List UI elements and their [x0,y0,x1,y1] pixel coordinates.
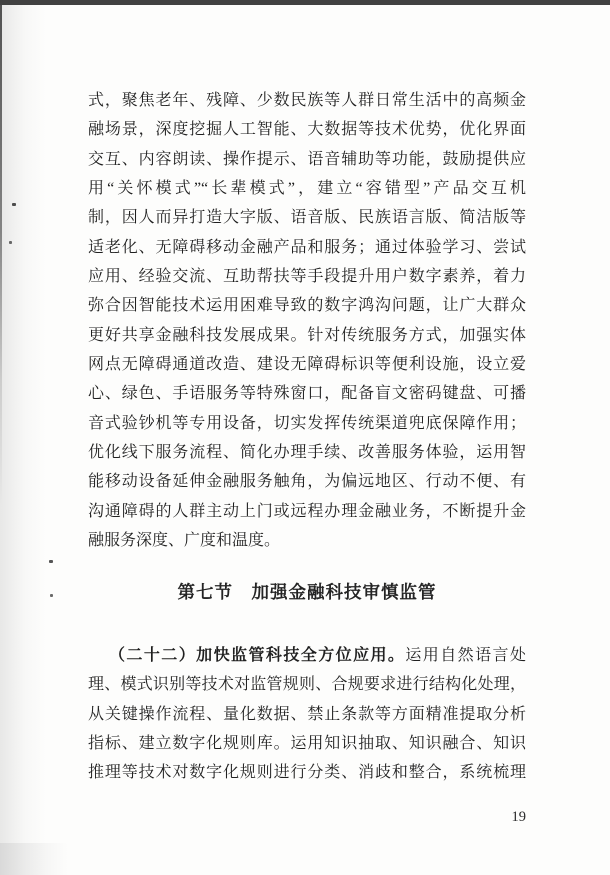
text-line: 理、模式识别等技术对监管规则、合规要求进行结构化处理， [88,676,526,694]
text-line: 适老化、无障碍移动金融产品和服务；通过体验学习、尝试 [88,238,526,256]
item-number-lead: （二十二）加快监管科技全方位应用。 [109,647,406,664]
text-line: 应用、经验交流、互助帮扶等手段提升用户数字素养，着力 [88,268,526,286]
text-line: 用“关怀模式”“长辈模式”，建立“容错型”产品交互机 [88,180,526,198]
text-line [88,641,526,670]
text-line: 指标、建立数字化规则库。运用知识抽取、知识融合、知识 [88,735,526,753]
section-heading: 第七节 加强金融科技审慎监管 [177,582,437,602]
text-line: 融场景，深度挖掘人工智能、大数据等技术优势，优化界面 [88,121,526,139]
scan-speck [12,203,16,206]
text-line: 更好共享金融科技发展成果。针对传统服务方式，加强实体 [88,326,526,344]
scan-speck [49,560,53,563]
text-line: 沟通障碍的人群主动上门或远程办理金融业务，不断提升金 [88,502,526,520]
scan-shadow-left [0,5,46,875]
text-line: 音式验钞机等专用设备，切实发挥传统渠道兜底保障作用； [88,414,526,432]
scan-speck [9,241,12,244]
text-line: 心、绿色、手语服务等特殊窗口，配备盲文密码键盘、可播 [88,385,526,403]
text-line: 融服务深度、广度和温度。 [88,532,281,550]
scan-speck [50,594,53,597]
text-line: 从关键操作流程、量化数据、禁止条款等方面精准提取分析 [88,705,526,723]
item-paragraph-22 [88,641,526,788]
scan-edge-top [0,0,610,5]
text-line: 交互、内容朗读、操作提示、语音辅助等功能，鼓励提供应 [88,150,526,168]
scan-shadow-bottom-left [0,843,68,875]
text-line: 弥合因智能技术运用困难导致的数字鸿沟问题，让广大群众 [88,297,526,315]
text-line: 制，因人而异打造大字版、语音版、民族语言版、简洁版等 [88,209,526,227]
text-line: 能移动设备延伸金融服务触角，为偏远地区、行动不便、有 [88,473,526,491]
text-line: 优化线下服务流程、简化办理手续、改善服务体验，运用智 [88,444,526,462]
body-paragraph-continuation [88,86,526,556]
text-line: 网点无障碍通道改造、建设无障碍标识等便利设施，设立爱 [88,356,526,374]
text-line: 式，聚焦老年、残障、少数民族等人群日常生活中的高频金 [88,92,526,109]
page-number: 19 [511,809,526,825]
text-line: 推理等技术对数字化规则进行分类、消歧和整合，系统梳理 [88,764,526,782]
text-run: 运用自然语言处 [405,647,526,664]
